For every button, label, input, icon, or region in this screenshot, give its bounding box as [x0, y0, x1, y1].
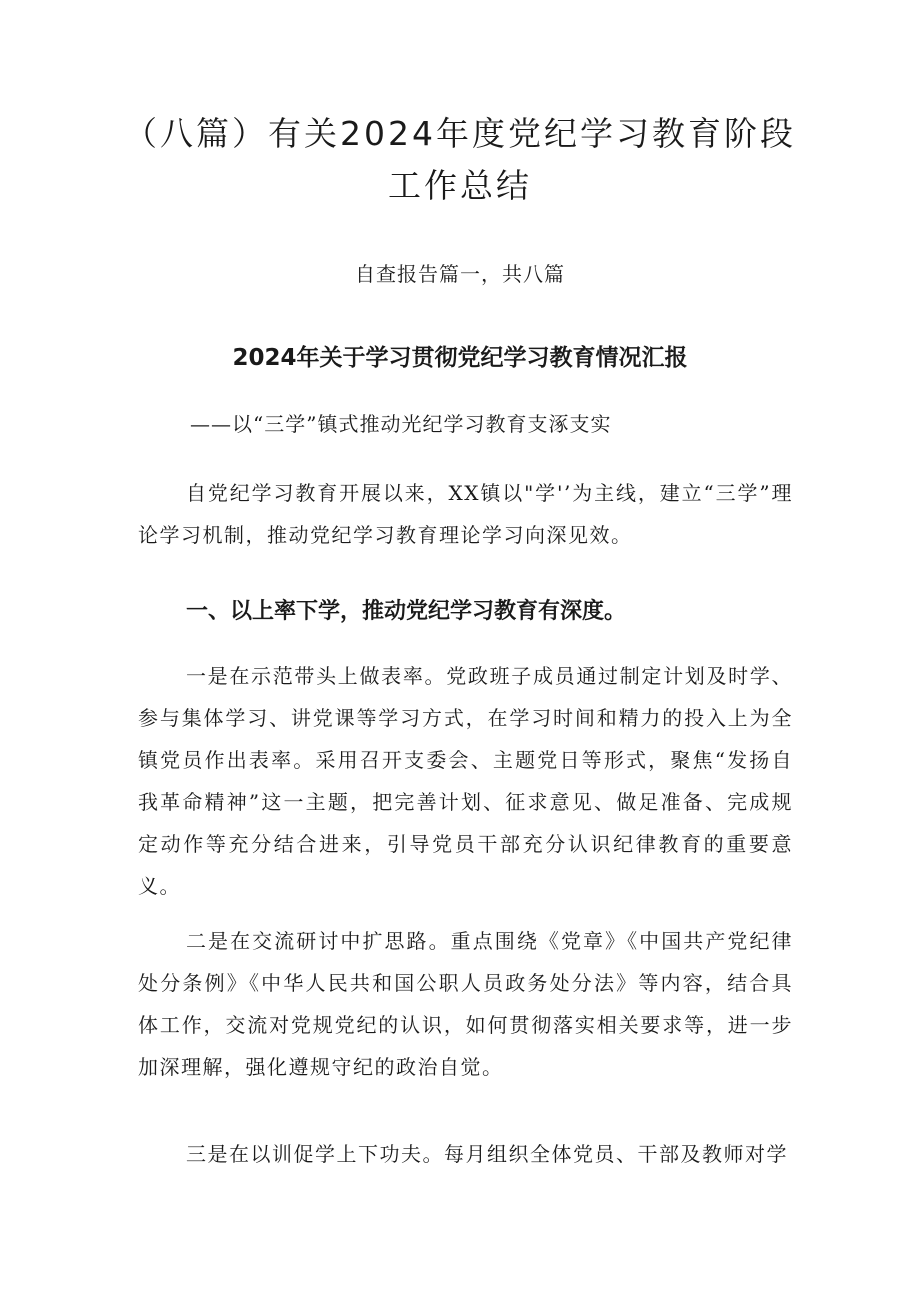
- paragraph-three: 三是在以训促学上下功夫。每月组织全体党员、干部及教师对学: [186, 1142, 788, 1166]
- report-title: 2024年关于学习贯彻党纪学习教育情况汇报: [232, 345, 688, 371]
- paragraph-two: 二是在交流研讨中扩思路。重点围绕《党章》《中国共产党纪律处分条例》《中华人民共和国公职人员政务处分法》等内容，结合具体工作，交流对党规党纪的认识，如何贯彻落实相关要求等，进一步加深理解，强化遵规守纪的政治自觉。: [138, 929, 793, 1079]
- section-heading-1: 一、以上率下学，推动党纪学习教育有深度。: [186, 599, 627, 624]
- document-subheading: 自查报告篇一，共八篇: [355, 262, 565, 286]
- report-subtitle: ——以“三学”镇式推动光纪学习教育支涿支实: [190, 412, 612, 436]
- document-title-line-2: 工作总结: [388, 166, 532, 205]
- intro-paragraph: 自党纪学习教育开展以来，XX镇以"学'’为主线，建立“三学”理论学习机制，推动党纪学习教育理论学习向深见效。: [138, 481, 793, 547]
- document-title-line-1: （八篇）有关2024年度党纪学习教育阶段: [124, 114, 796, 153]
- paragraph-one: 一是在示范带头上做表率。党政班子成员通过制定计划及时学、参与集体学习、讲党课等学习方式，在学习时间和精力的投入上为全镇党员作出表率。采用召开支委会、主题党日等形式，聚焦“发扬自我革命精神”这一主题，把完善计划、征求意见、做足准备、完成规定动作等充分结合进来，引导党员干部充分认识纪律教育的重要意义。: [138, 664, 793, 898]
